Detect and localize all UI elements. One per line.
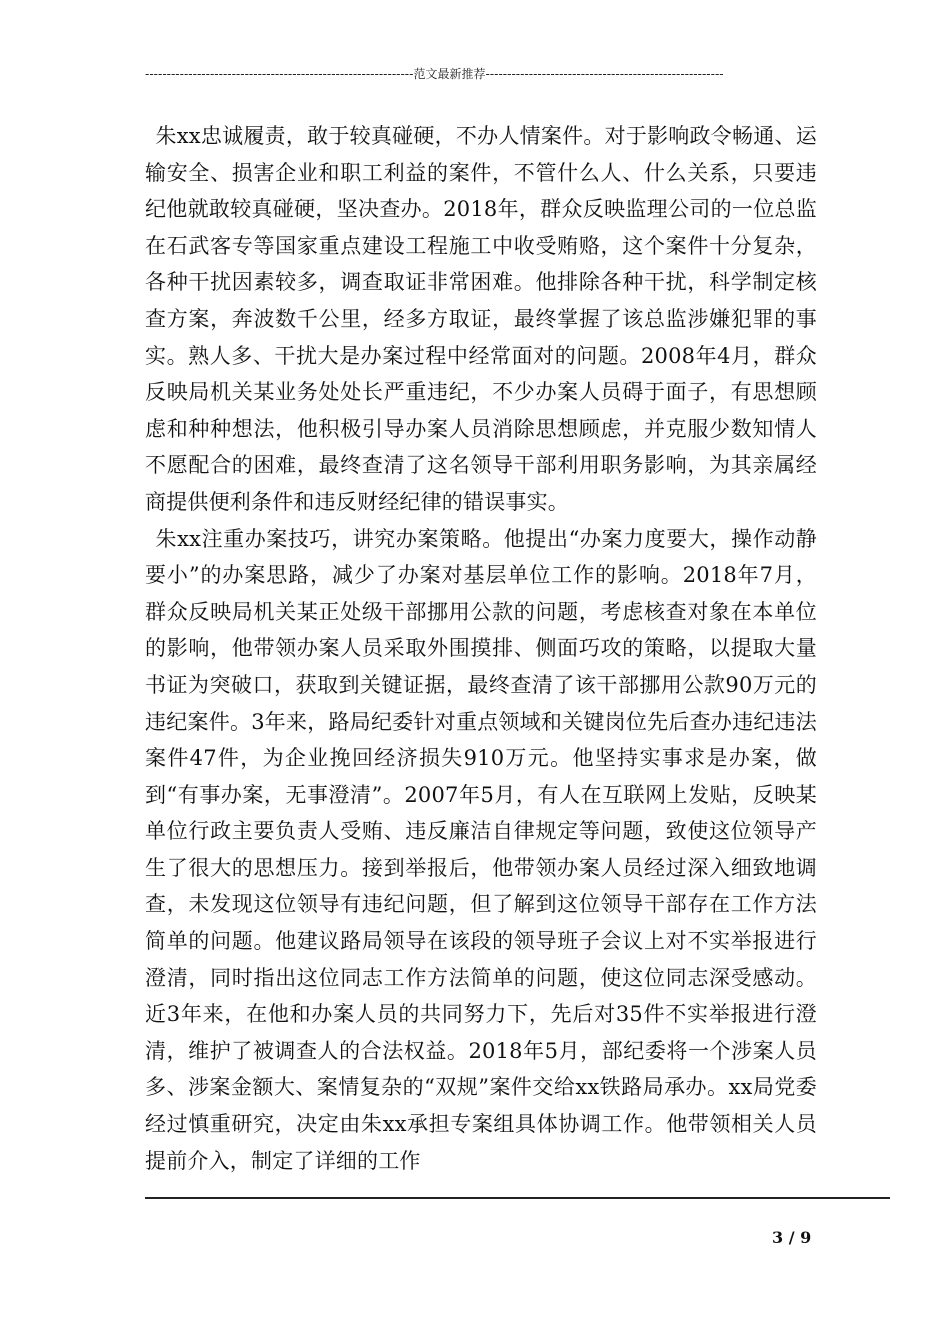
body-paragraph: 朱xx忠诚履责，敢于较真碰硬，不办人情案件。对于影响政令畅通、运输安全、损害企业和职工利益的案件，不管什么人、什么关系，只要违纪他就敢较真碰硬，坚决查办。2018年，群众反映监理公司的一位总监在石武客专等国家重点建设工程施工中收受贿赂，这个案件十分复杂，各种干扰因素较多，调查取证非常困难。他排除各种干扰，科学制定核查方案，奔波数千公里，经多方取证，最终掌握了该总监涉嫌犯罪的事实。熟人多、干扰大是办案过程中经常面对的问题。2008年4月，群众反映局机关某业务处处长严重违纪，不少办案人员碍于面子，有思想顾虑和种种想法，他积极引导办案人员消除思想顾虑，并克服少数知情人不愿配合的困难，最终查清了这名领导干部利用职务影响，为其亲属经商提供便利条件和违反财经纪律的错误事实。 bbox=[145, 124, 817, 514]
footer-divider bbox=[145, 1197, 890, 1199]
body-paragraph: 朱xx注重办案技巧，讲究办案策略。他提出“办案力度要大，操作动静要小”的办案思路，减少了办案对基层单位工作的影响。2018年7月，群众反映局机关某正处级干部挪用公款的问题，考虑核查对象在本单位的影响，他带领办案人员采取外围摸排、侧面巧攻的策略，以提取大量书证为突破口，获取到关键证据，最终查清了该干部挪用公款90万元的违纪案件。3年来，路局纪委针对重点领域和关键岗位先后查办违纪违法案件47件，为企业挽回经济损失910万元。他坚持实事求是办案，做到“有事办案，无事澄清”。2007年5月，有人在互联网上发贴，反映某单位行政主要负责人受贿、违反廉洁自律规定等问题，致使这位领导产生了很大的思想压力。接到举报后，他带领办案人员经过深入细致地调查，未发现这位领导有违纪问题，但了解到这位领导干部存在工作方法简单的问题。他建议路局领导在该段的领导班子会议上对不实举报进行澄清，同时指出这位同志工作方法简单的问题，使这位同志深受感动。近3年来，在他和办案人员的共同努力下，先后对35件不实举报进行澄清，维护了被调查人的合法权益。2018年5月，部纪委将一个涉案人员多、涉案金额大、案情复杂的“双规”案件交给xx铁路局承办。xx局党委经过慎重研究，决定由朱xx承担专案组具体协调工作。他带领相关人员提前介入，制定了详细的工作 bbox=[145, 526, 817, 1173]
page-header: --------------------------------------------------------------范文最新推荐------------------------------------------------------- bbox=[145, 67, 724, 81]
document-body bbox=[145, 118, 817, 1179]
page-number: 3 / 9 bbox=[772, 1228, 812, 1247]
